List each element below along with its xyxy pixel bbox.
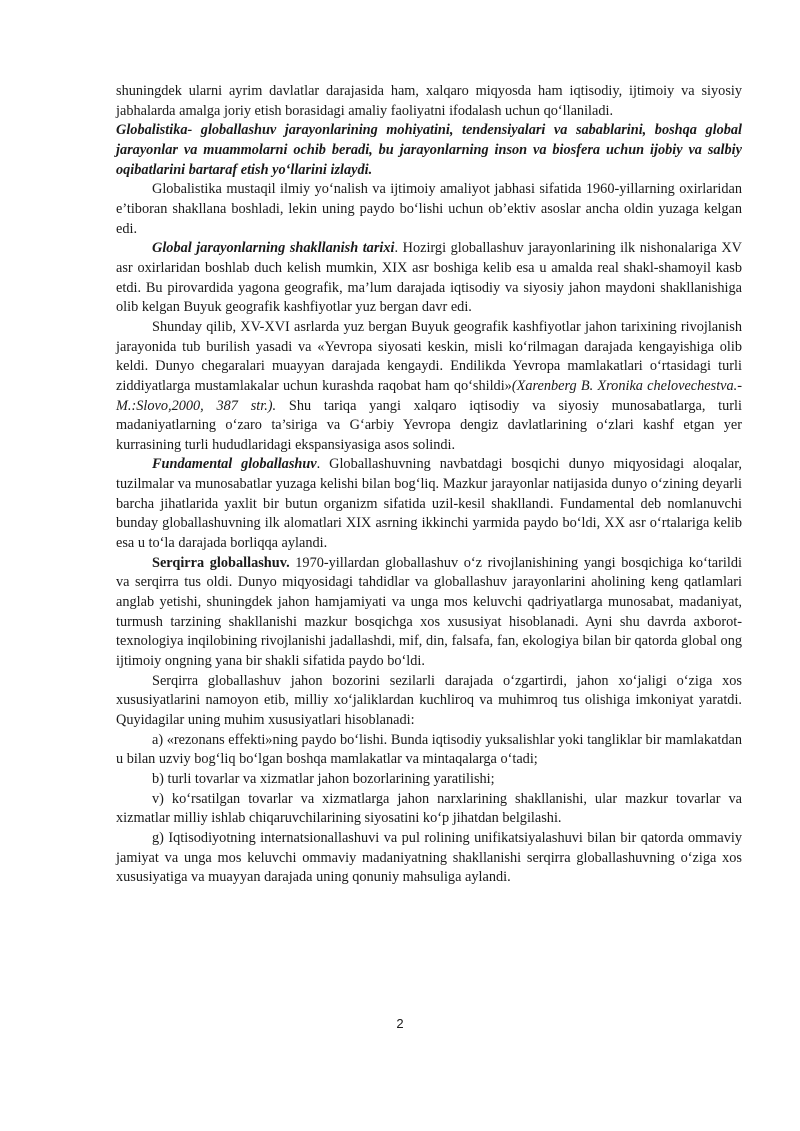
paragraph-text: shuningdek ularni ayrim davlatlar darajasida ham, xalqaro miqyosda ham iqtisodiy, ijtimoiy va siyosiy jabhalarda amalga joriy etish borasidagi amaliy faoliyatni ifodalash uchun qo‘llaniladi. — [116, 83, 742, 119]
section-heading-global-history: Global jarayonlarning shakllanish tarixi — [152, 240, 395, 257]
section-heading-fundamental: Fundamental globallashuv — [152, 456, 317, 473]
paragraph-text: . Hozirgi globallashuv jarayonlarining ilk nishonalariga XV asr oxirlaridan boshlab duch kelish mumkin, XIX asr boshiga kelib esa u amalda real shakl-shamoyil kasb etdi. Bu pirovardida yagona geografik, ma’lum darajada iqtisodiy va siyosiy jahon maydoni shakllanishiga olib kelgan Buyuk geografik kashfiyotlar yuz bergan davr edi. — [116, 240, 742, 316]
list-item-b — [116, 770, 742, 790]
paragraph-multifaceted-globalization — [116, 554, 742, 672]
paragraph-global-history — [116, 239, 742, 318]
paragraph-geographic-discoveries — [116, 318, 742, 456]
list-item-g — [116, 829, 742, 888]
paragraph-text: Serqirra globallashuv jahon bozorini sezilarli darajada o‘zgartirdi, jahon xo‘jaligi o‘ziga xos xususiyatlarini namoyon etib, milliy xo‘jaliklardan kuchliroq va muhimroq tus olishiga imkoniyat yaratdi. Quyidagilar uning muhim xususiyatlari hisoblanadi: — [116, 672, 742, 728]
paragraph-continuation — [116, 82, 742, 121]
list-item-text: g) Iqtisodiyotning internatsionallashuvi va pul rolining unifikatsiyalashuvi bilan bir qatorda ommaviy jamiyat va unga mos keluvchi ommaviy madaniyatning shakllanishi serqirra globallashuvning o‘ziga xos xususiyatiga va muayyan darajada uning qonuniy mahsuliga aylandi. — [116, 829, 742, 886]
definition-paragraph — [116, 121, 742, 180]
list-item-text: b) turli tovarlar va xizmatlar jahon bozorlarining yaratilishi; — [152, 770, 495, 787]
page-number: 2 — [396, 1016, 404, 1031]
paragraph-text: 1970-yillardan globallashuv o‘z rivojlanishining yangi bosqichiga ko‘tarildi va serqirra tus oldi. Dunyo miqyosidagi tahdidlar va globallashuv jarayonlarini aholining keng qatlamlari anglab yetishi, shuningdek jahon hamjamiyati va unga mos keluvchi qadriyatlarga munosabat, madaniyat, turmush tarzining shakllanishi mazkur bosqichga xos xususiyat hisoblanadi. Ayni shu davrda axborot-texnologiya inqilobining rivojlanishi jadallashdi, mif, din, falsafa, fan, ekologiya bilan bir qatorda global ong ijtimoiy ongning yana bir shakli sifatida paydo bo‘ldi. — [116, 554, 742, 670]
document-body — [116, 82, 742, 888]
paragraph-text: Shunday qilib, XV-XVI asrlarda yuz bergan Buyuk geografik kashfiyotlar jahon tarixining rivojlanish jarayonida tub burilish yasadi va «Yevropa siyosati keskin, misli ko‘rilmagan darajada kengayishiga olib keldi. Dunyo chegaralari muayyan darajada kengaydi. Endilikda Yevropa mamlakatlari o‘rtasidagi turli ziddiyatlarga mustamlakalar uchun kurashda raqobat ham qo‘shildi» — [116, 318, 742, 394]
list-item-a — [116, 731, 742, 770]
globalistika-definition: Globalistika- globallashuv jarayonlarining mohiyatini, tendensiyalari va sabablarini, boshqa global jarayonlar va muammolarni ochib beradi, bu jarayonlarning inson va biosfera uchun ijobiy va salbiy oqibatlarini bartaraf etish yo‘llarini izlaydi. — [116, 122, 742, 178]
section-heading-multifaceted: Serqirra globallashuv. — [152, 554, 290, 571]
list-item-v — [116, 790, 742, 829]
paragraph-text: . Globallashuvning navbatdagi bosqichi dunyo miqyosidagi aloqalar, tuzilmalar va munosabatlar yuzaga kelishi bilan bog‘liq. Mazkur jarayonlar natijasida dunyo o‘zining deyarli barcha jihatlarida yaxlit bir butun organizm sifatida uzil-kesil shakllandi. Fundamental deb nomlanuvchi bunday globallashuvning ilk alomatlari XIX asrning ikkinchi yarmida paydo bo‘ldi, XX asr o‘rtalariga kelib esa u to‘la darajada borliqqa aylandi. — [116, 456, 742, 552]
paragraph-text: Shu tariqa yangi xalqaro iqtisodiy va siyosiy munosabatlarga, turli madaniyatlarning o‘zaro ta’siriga va G‘arbiy Yevropa dengiz davlatlarining o‘zlari kashf etgan yer kurrasining turli hududlaridagi ekspansiyasiga asos solindi. — [116, 397, 742, 453]
paragraph-globalistika-origin — [116, 180, 742, 239]
citation: (Xarenberg B. Xronika chelovechestva.- M.:Slovo,2000, 387 str.). — [116, 377, 743, 414]
paragraph-fundamental-globalization — [116, 455, 742, 553]
paragraph-world-market — [116, 672, 742, 731]
list-item-text: a) «rezonans effekti»ning paydo bo‘lishi. Bunda iqtisodiy yuksalishlar yoki tangliklar bir mamlakatdan u bilan uzviy bog‘liq bo‘lgan boshqa mamlakatlar va mintaqalarga o‘tadi; — [116, 731, 742, 768]
paragraph-text: Globalistika mustaqil ilmiy yo‘nalish va ijtimoiy amaliyot jabhasi sifatida 1960-yillarning oxirlaridan e’tiboran shakllana boshladi, lekin uning paydo bo‘lishi uchun ob’ektiv asoslar ancha oldin yuzaga kelgan edi. — [116, 181, 742, 237]
list-item-text: v) ko‘rsatilgan tovarlar va xizmatlarga jahon narxlarining shakllanishi, ular mazkur tovarlar va xizmatlar milliy ishlab chiqaruvchilarining siyosatini ko‘p jihatdan belgilashi. — [116, 790, 742, 827]
